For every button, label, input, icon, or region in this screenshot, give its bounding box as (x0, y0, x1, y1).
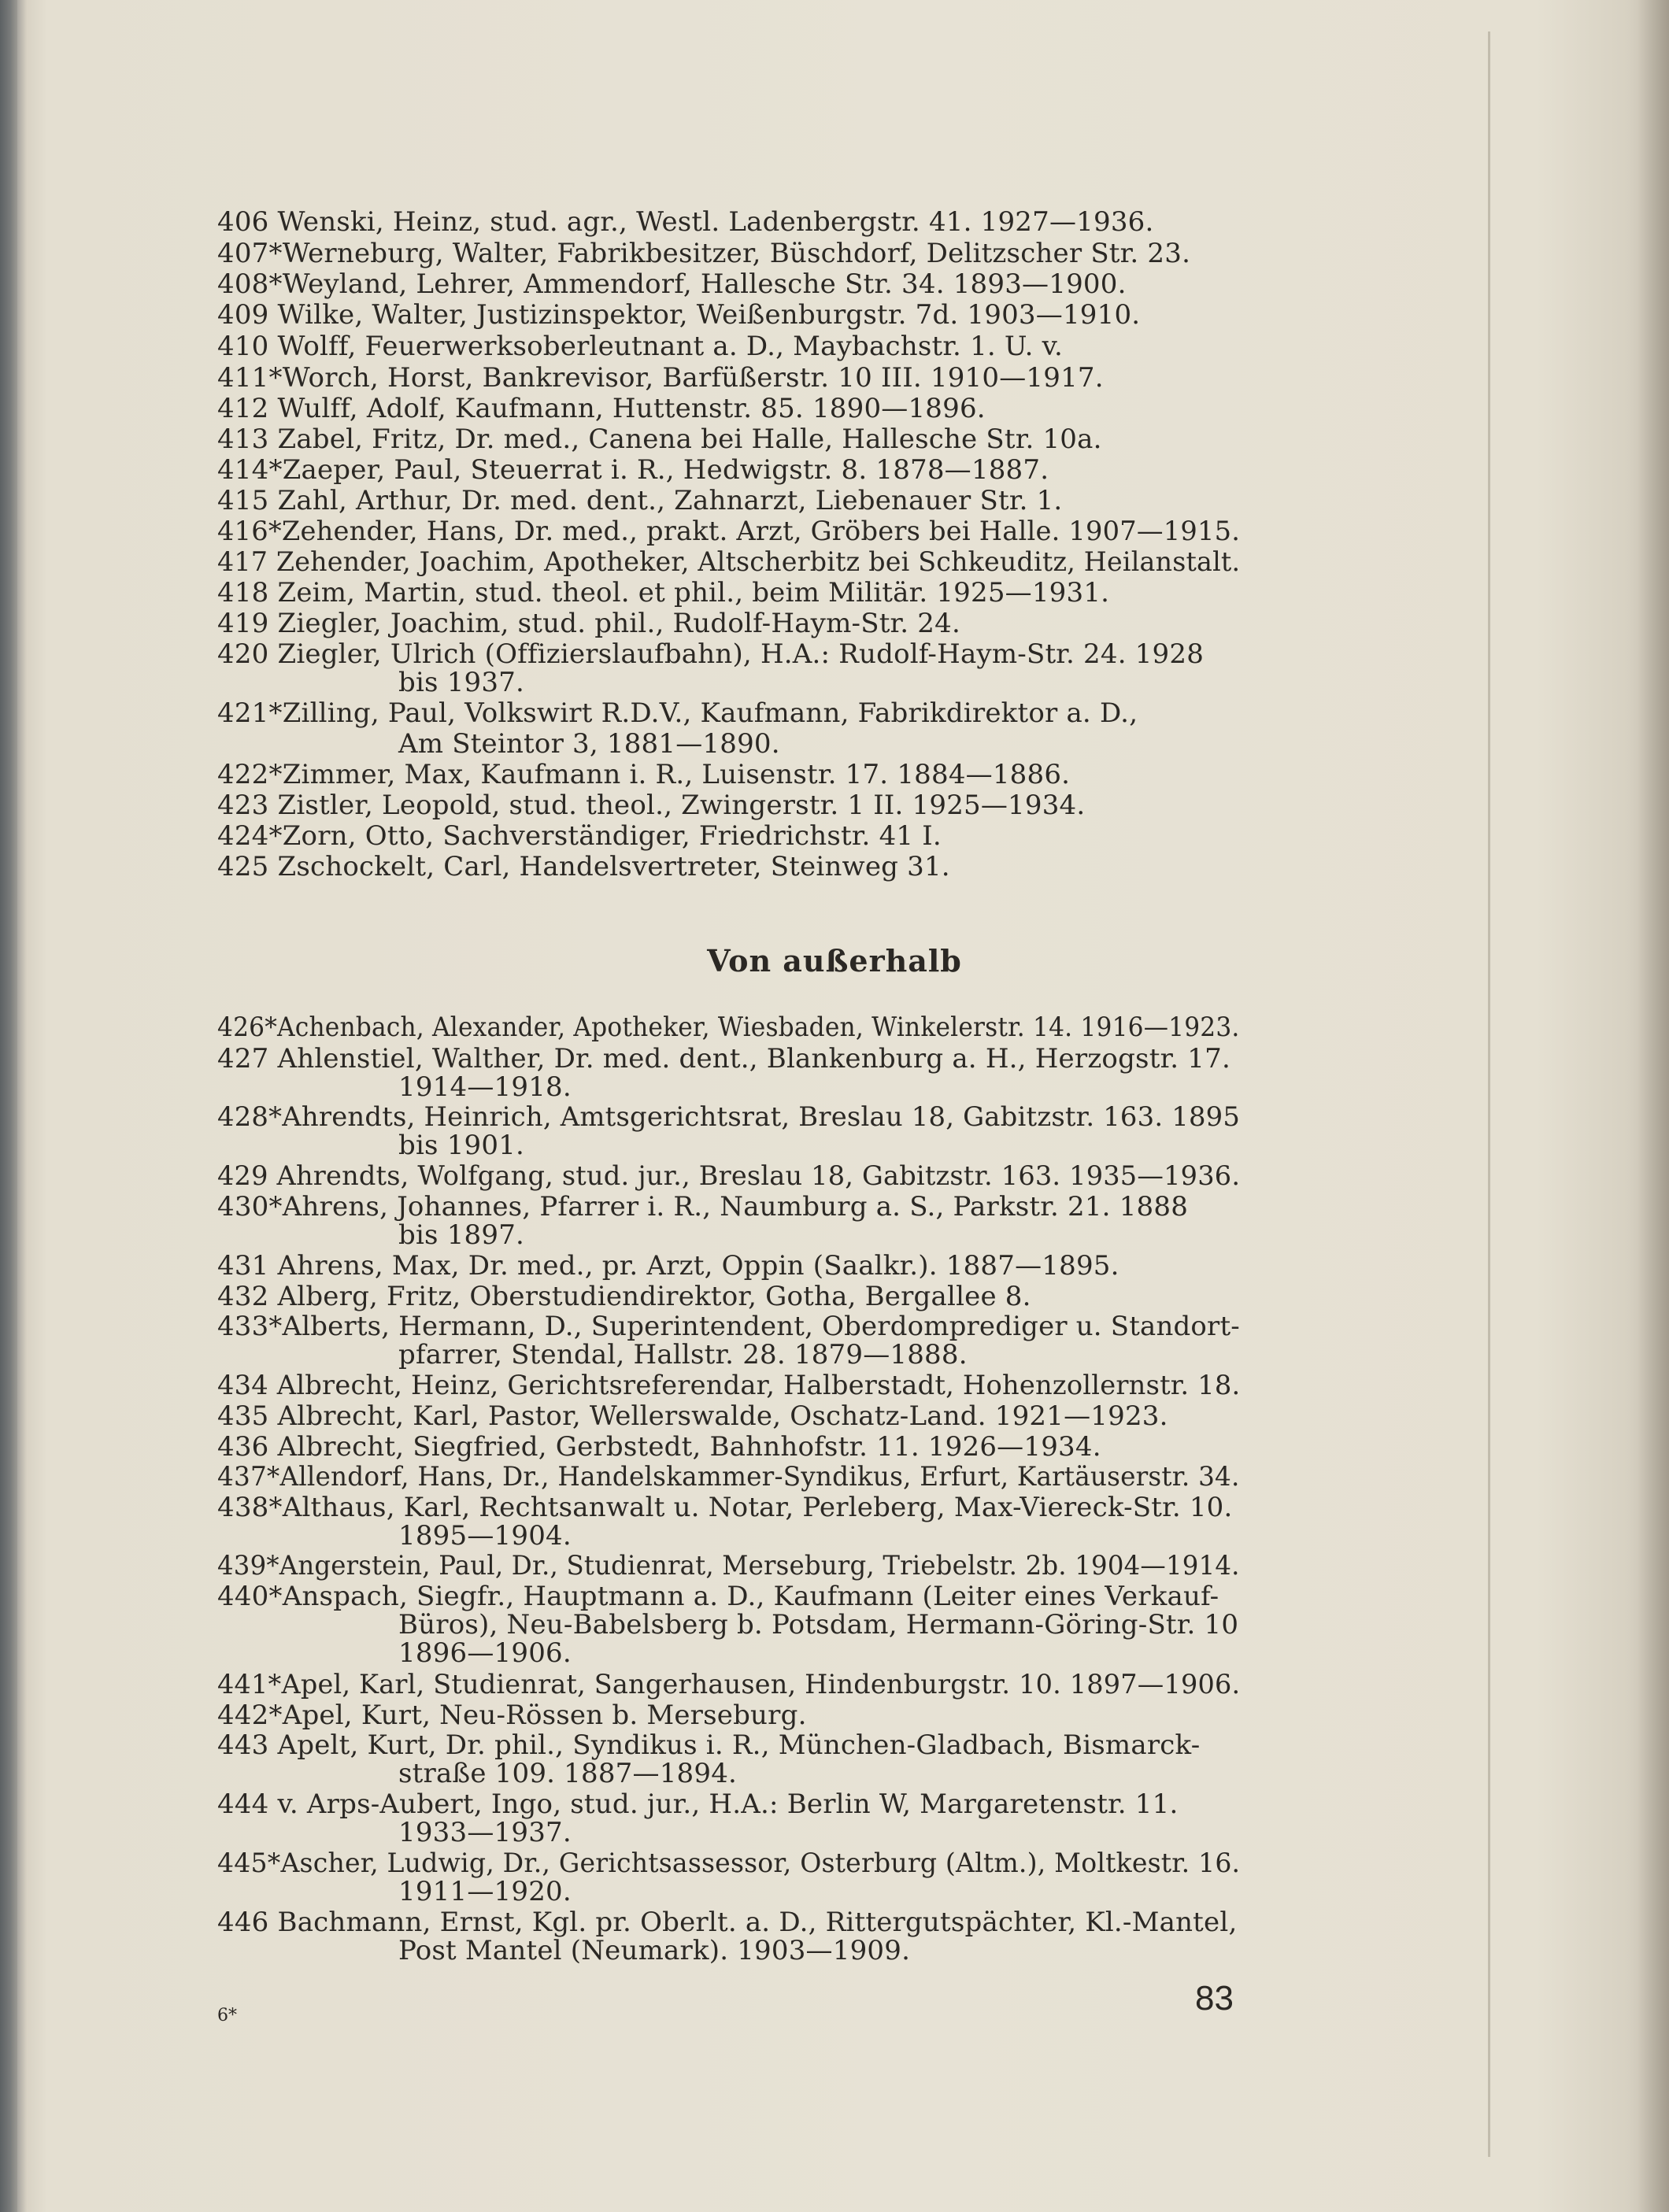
entry-line: 407*Werneburg, Walter, Fabrikbesitzer, Büschdorf, Delitzscher Str. 23. (217, 238, 1191, 269)
entry-line: 430*Ahrens, Johannes, Pfarrer i. R., Naumburg a. S., Parkstr. 21. 1888 (217, 1191, 1189, 1223)
entry-continuation: 1896—1906. (398, 1637, 572, 1669)
entry-line: 406 Wenski, Heinz, stud. agr., Westl. Ladenbergstr. 41. 1927—1936. (217, 206, 1154, 238)
entry-line: 416*Zehender, Hans, Dr. med., prakt. Arzt, Gröbers bei Halle. 1907—1915. (217, 516, 1241, 547)
entry-line: 428*Ahrendts, Heinrich, Amtsgerichtsrat, Breslau 18, Gabitzstr. 163. 1895 (217, 1101, 1241, 1133)
entry-continuation: 1933—1937. (398, 1817, 572, 1848)
entry-continuation: Büros), Neu-Babelsberg b. Potsdam, Hermann-Göring-Str. 10 (398, 1609, 1239, 1641)
entry-line: 417 Zehender, Joachim, Apotheker, Altscherbitz bei Schkeuditz, Heilanstalt. (217, 546, 1241, 578)
entry-line: 439*Angerstein, Paul, Dr., Studienrat, Merseburg, Triebelstr. 2b. 1904—1914. (217, 1550, 1240, 1581)
entry-line: 434 Albrecht, Heinz, Gerichtsreferendar, Halberstadt, Hohenzollernstr. 18. (217, 1370, 1241, 1401)
entry-line: 419 Ziegler, Joachim, stud. phil., Rudolf-Haym-Str. 24. (217, 608, 960, 639)
entry-line: 424*Zorn, Otto, Sachverständiger, Friedrichstr. 41 I. (217, 820, 942, 852)
entry-line: 441*Apel, Karl, Studienrat, Sangerhausen, Hindenburgstr. 10. 1897—1906. (217, 1669, 1241, 1700)
entry-line: 435 Albrecht, Karl, Pastor, Wellerswalde, Oschatz-Land. 1921—1923. (217, 1400, 1168, 1432)
entry-line: 412 Wulff, Adolf, Kaufmann, Huttenstr. 85. 1890—1896. (217, 393, 986, 424)
entry-continuation: Post Mantel (Neumark). 1903—1909. (398, 1935, 911, 1966)
entry-line: 411*Worch, Horst, Bankrevisor, Barfüßerstr. 10 III. 1910—1917. (217, 362, 1104, 394)
entry-continuation: 1911—1920. (398, 1876, 572, 1907)
entry-continuation: 1914—1918. (398, 1071, 572, 1103)
section-heading: Von außerhalb (707, 943, 962, 978)
entry-line: 440*Anspach, Siegfr., Hauptmann a. D., Kaufmann (Leiter eines Verkauf- (217, 1581, 1219, 1612)
entry-line: 426*Achenbach, Alexander, Apotheker, Wiesbaden, Winkelerstr. 14. 1916—1923. (217, 1012, 1240, 1043)
entry-line: 418 Zeim, Martin, stud. theol. et phil., beim Militär. 1925—1931. (217, 577, 1110, 608)
entry-line: 409 Wilke, Walter, Justizinspektor, Weißenburgstr. 7d. 1903—1910. (217, 299, 1141, 331)
entry-line: 413 Zabel, Fritz, Dr. med., Canena bei Halle, Hallesche Str. 10a. (217, 424, 1102, 455)
signature-mark: 6* (217, 2006, 237, 2025)
entry-line: 438*Althaus, Karl, Rechtsanwalt u. Notar, Perleberg, Max-Viereck-Str. 10. (217, 1492, 1233, 1523)
entry-line: 444 v. Arps-Aubert, Ingo, stud. jur., H.A.: Berlin W, Margaretenstr. 11. (217, 1788, 1179, 1820)
entry-line: 408*Weyland, Lehrer, Ammendorf, Hallesche Str. 34. 1893—1900. (217, 268, 1127, 300)
entry-line: 415 Zahl, Arthur, Dr. med. dent., Zahnarzt, Liebenauer Str. 1. (217, 485, 1063, 516)
entry-continuation: bis 1901. (398, 1130, 525, 1161)
entry-line: 431 Ahrens, Max, Dr. med., pr. Arzt, Oppin (Saalkr.). 1887—1895. (217, 1250, 1119, 1282)
entry-line: 445*Ascher, Ludwig, Dr., Gerichtsassessor, Osterburg (Altm.), Moltkestr. 16. (217, 1848, 1241, 1879)
entry-continuation: bis 1897. (398, 1219, 525, 1251)
entry-line: 427 Ahlenstiel, Walther, Dr. med. dent., Blankenburg a. H., Herzogstr. 17. (217, 1043, 1230, 1075)
entry-continuation: bis 1937. (398, 667, 525, 698)
entry-line: 420 Ziegler, Ulrich (Offizierslaufbahn), H.A.: Rudolf-Haym-Str. 24. 1928 (217, 638, 1205, 670)
page-number: 83 (1195, 1979, 1234, 2018)
entry-continuation: Am Steintor 3, 1881—1890. (398, 728, 780, 760)
entry-continuation: pfarrer, Stendal, Hallstr. 28. 1879—1888. (398, 1339, 968, 1370)
entry-line: 432 Alberg, Fritz, Oberstudiendirektor, Gotha, Bergallee 8. (217, 1281, 1031, 1312)
entry-line: 436 Albrecht, Siegfried, Gerbstedt, Bahnhofstr. 11. 1926—1934. (217, 1431, 1101, 1463)
entry-line: 442*Apel, Kurt, Neu-Rössen b. Merseburg. (217, 1700, 807, 1731)
entry-continuation: straße 109. 1887—1894. (398, 1758, 738, 1789)
entry-line: 423 Zistler, Leopold, stud. theol., Zwingerstr. 1 II. 1925—1934. (217, 790, 1086, 821)
entry-line: 410 Wolff, Feuerwerksoberleutnant a. D., Maybachstr. 1. U. v. (217, 331, 1064, 362)
entry-continuation: 1895—1904. (398, 1520, 572, 1552)
entry-line: 421*Zilling, Paul, Volkswirt R.D.V., Kaufmann, Fabrikdirektor a. D., (217, 697, 1138, 729)
entry-line: 437*Allendorf, Hans, Dr., Handelskammer-Syndikus, Erfurt, Kartäuserstr. 34. (217, 1461, 1240, 1493)
entry-line: 422*Zimmer, Max, Kaufmann i. R., Luisenstr. 17. 1884—1886. (217, 759, 1071, 790)
entry-line: 446 Bachmann, Ernst, Kgl. pr. Oberlt. a. D., Rittergutspächter, Kl.-Mantel, (217, 1907, 1238, 1938)
entry-line: 425 Zschockelt, Carl, Handelsvertreter, Steinweg 31. (217, 851, 950, 882)
entry-line: 433*Alberts, Hermann, D., Superintendent, Oberdomprediger u. Standort- (217, 1311, 1240, 1342)
entry-line: 429 Ahrendts, Wolfgang, stud. jur., Breslau 18, Gabitzstr. 163. 1935—1936. (217, 1160, 1241, 1192)
entry-line: 443 Apelt, Kurt, Dr. phil., Syndikus i. R., München-Gladbach, Bismarck- (217, 1729, 1201, 1761)
entry-line: 414*Zaeper, Paul, Steuerrat i. R., Hedwigstr. 8. 1878—1887. (217, 454, 1049, 486)
